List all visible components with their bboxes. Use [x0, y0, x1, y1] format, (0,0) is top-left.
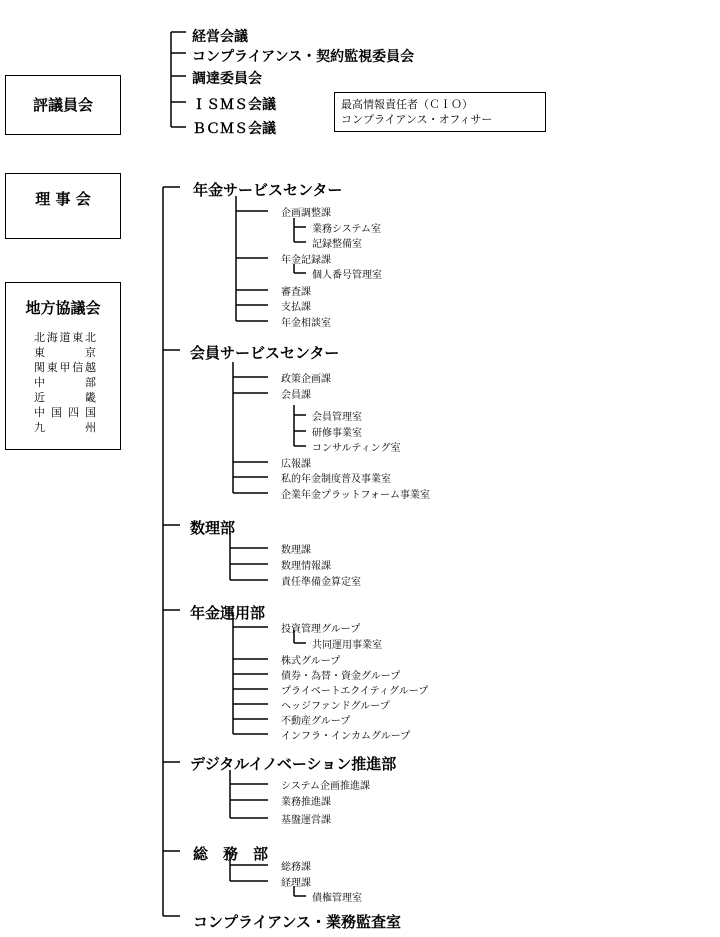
compliance-officer-line: コンプライアンス・オフィサー — [341, 113, 493, 126]
unit-label: 業務推進課 — [281, 797, 331, 808]
council-box — [5, 75, 121, 135]
cio-line: 最高情報責任者（ＣＩＯ） — [341, 98, 473, 111]
unit-label: 総務課 — [281, 862, 311, 873]
unit-label: 年金相談室 — [281, 318, 331, 329]
region-item: 関東甲信越 — [34, 361, 96, 374]
unit-label: 政策企画課 — [281, 374, 331, 385]
unit-label: 不動産グループ — [281, 716, 351, 727]
subunit-label: コンサルティング室 — [312, 443, 401, 454]
division-actuarial: 数理部 — [190, 519, 236, 537]
unit-label: 会員課 — [281, 390, 311, 401]
subunit-label: 業務システム室 — [312, 224, 381, 235]
committee-compliance: コンプライアンス・契約監視委員会 — [192, 49, 415, 65]
unit-label: ヘッジファンドグループ — [281, 701, 390, 712]
unit-label: インフラ・インカムグループ — [281, 731, 411, 742]
division-pension-service-center: 年金サービスセンター — [193, 181, 343, 199]
unit-label: 数理情報課 — [281, 561, 331, 572]
committee-isms: ＩＳＭＳ会議 — [192, 97, 276, 113]
unit-label: 年金記録課 — [281, 255, 331, 266]
region-item: 近畿 — [34, 391, 96, 404]
unit-label: 広報課 — [281, 459, 311, 470]
subunit-label: 研修事業室 — [312, 428, 362, 439]
committee-procurement: 調達委員会 — [192, 71, 262, 87]
region-item: 中国四国 — [34, 406, 96, 419]
cio-box — [334, 92, 546, 132]
region-item: 九州 — [34, 421, 96, 434]
board-box — [5, 173, 121, 239]
unit-label: プライベートエクイティグループ — [281, 686, 429, 697]
subunit-label: 記録整備室 — [312, 239, 362, 250]
subunit-label: 共同運用事業室 — [312, 640, 382, 651]
committee-bcms: ＢＣＭＳ会議 — [192, 121, 276, 137]
subunit-label: 会員管理室 — [312, 412, 362, 423]
unit-label: 数理課 — [281, 545, 311, 556]
division-general-affairs: 総 務 部 — [193, 845, 269, 863]
region-item: 東京 — [34, 346, 96, 359]
unit-label: 基盤運営課 — [281, 815, 331, 826]
region-item: 中部 — [34, 376, 96, 389]
division-compliance-audit: コンプライアンス・業務監査室 — [193, 913, 402, 931]
division-member-service-center: 会員サービスセンター — [190, 344, 340, 362]
unit-label: 支払課 — [281, 302, 311, 313]
region-item: 北海道東北 — [34, 331, 96, 344]
board-title: 理 事 会 — [35, 190, 91, 208]
unit-label: 債券・為替・資金グループ — [281, 671, 401, 682]
region-list — [34, 330, 120, 435]
unit-label: 投資管理グループ — [281, 624, 361, 635]
committee-management-meeting: 経営会議 — [192, 29, 248, 45]
regional-council-title: 地方協議会 — [25, 299, 101, 317]
unit-label: 審査課 — [281, 287, 311, 298]
division-investment: 年金運用部 — [190, 604, 266, 622]
unit-label: 私的年金制度普及事業室 — [281, 474, 391, 485]
regional-council-box — [5, 282, 121, 450]
unit-label: 責任準備金算定室 — [281, 577, 361, 588]
unit-label: 企画調整課 — [281, 208, 331, 219]
council-title: 評議員会 — [32, 96, 93, 114]
unit-label: システム企画推進課 — [281, 781, 370, 792]
subunit-label: 個人番号管理室 — [312, 270, 382, 281]
division-digital-innovation: デジタルイノベーション推進部 — [190, 755, 397, 773]
unit-label: 経理課 — [281, 878, 311, 889]
subunit-label: 債権管理室 — [312, 893, 362, 904]
unit-label: 株式グループ — [281, 656, 341, 667]
unit-label: 企業年金プラットフォーム事業室 — [281, 490, 430, 501]
